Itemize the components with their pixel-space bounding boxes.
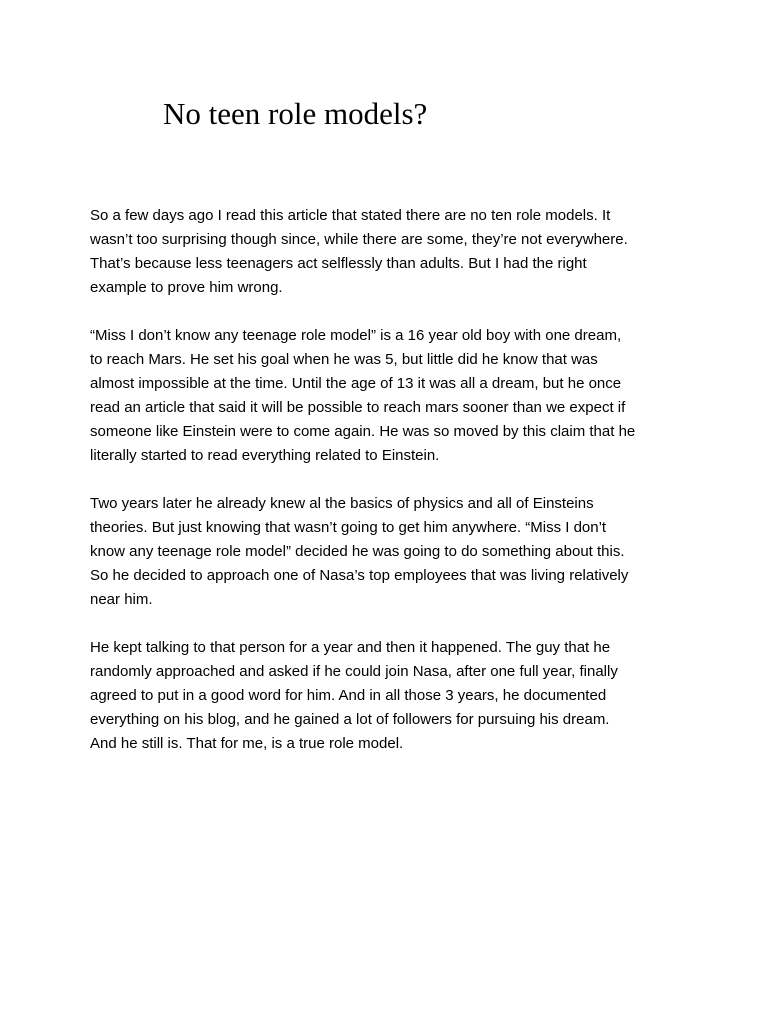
text-line: So a few days ago I read this article that stated there are no ten role models. It (90, 207, 611, 224)
text-line: Two years later he already knew al the basics of physics and all of Einsteins (90, 495, 594, 512)
paragraph-4 (90, 636, 716, 756)
text-line: almost impossible at the time. Until the age of 13 it was all a dream, but he once (90, 375, 622, 392)
text-line: near him. (90, 591, 153, 608)
text-line: So he decided to approach one of Nasa’s top employees that was living relatively (90, 567, 629, 584)
text-line: wasn’t too surprising though since, while there are some, they’re not everywhere. (90, 231, 628, 248)
document-body (90, 204, 716, 780)
text-line: someone like Einstein were to come again. He was so moved by this claim that he (90, 423, 636, 440)
paragraph-1 (90, 204, 716, 300)
paragraph-2 (90, 324, 716, 468)
text-line: agreed to put in a good word for him. And in all those 3 years, he documented (90, 687, 607, 704)
document-title: No teen role models? (163, 96, 428, 131)
text-line: read an article that said it will be possible to reach mars sooner than we expect if (90, 399, 626, 416)
text-line: theories. But just knowing that wasn’t going to get him anywhere. “Miss I don’t (90, 519, 607, 536)
text-line: That’s because less teenagers act selflessly than adults. But I had the right (90, 255, 587, 272)
text-line: example to prove him wrong. (90, 279, 283, 296)
text-line: to reach Mars. He set his goal when he was 5, but little did he know that was (90, 351, 598, 368)
text-line: everything on his blog, and he gained a lot of followers for pursuing his dream. (90, 711, 610, 728)
text-line: He kept talking to that person for a year and then it happened. The guy that he (90, 639, 611, 656)
text-line: literally started to read everything related to Einstein. (90, 447, 440, 464)
text-line: “Miss I don’t know any teenage role model” is a 16 year old boy with one dream, (90, 327, 622, 344)
text-line: know any teenage role model” decided he was going to do something about this. (90, 543, 625, 560)
text-line: randomly approached and asked if he could join Nasa, after one full year, finally (90, 663, 618, 680)
text-line: And he still is. That for me, is a true role model. (90, 735, 404, 752)
paragraph-3 (90, 492, 716, 612)
